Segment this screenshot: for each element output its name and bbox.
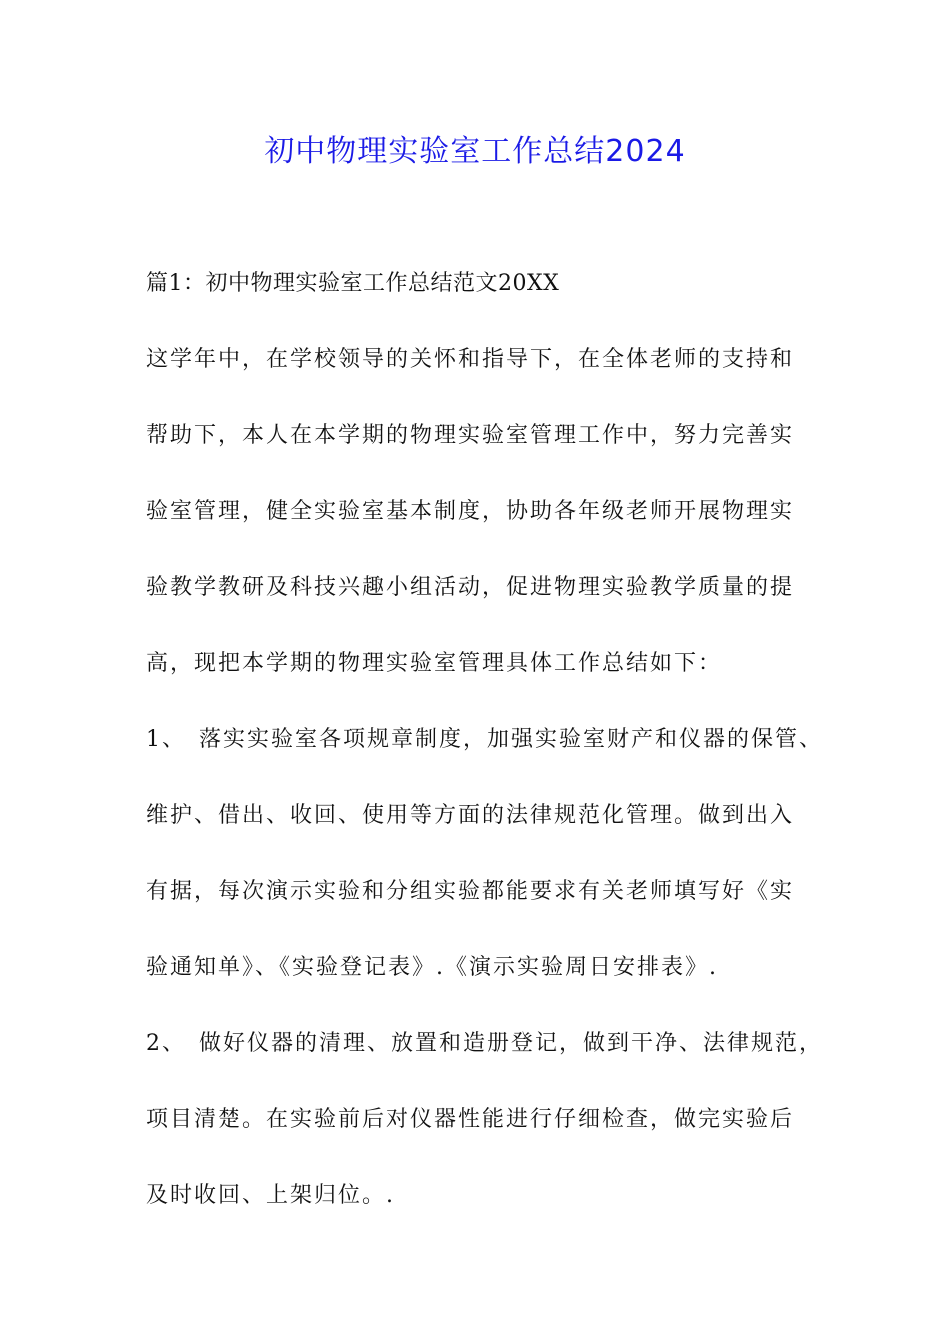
- paragraph-line: 验室管理，健全实验室基本制度，协助各年级老师开展物理实: [146, 499, 795, 524]
- list-item-line: 及时收回、上架归位。.: [146, 1183, 395, 1208]
- paragraph-line: 高，现把本学期的物理实验室管理具体工作总结如下：: [146, 651, 723, 676]
- list-item-line: 项目清楚。在实验前后对仪器性能进行仔细检查，做完实验后: [146, 1107, 795, 1132]
- paragraph-line: 验教学教研及科技兴趣小组活动，促进物理实验教学质量的提: [146, 575, 795, 600]
- section-heading: 篇1：初中物理实验室工作总结范文20XX: [146, 271, 560, 296]
- list-item-line: 有据，每次演示实验和分组实验都能要求有关老师填写好《实: [146, 879, 795, 904]
- document-body: [146, 262, 826, 1250]
- list-item-line: 2、 做好仪器的清理、放置和造册登记，做到干净、法律规范，: [146, 1031, 823, 1056]
- list-item-line: 维护、借出、收回、使用等方面的法律规范化管理。做到出入: [146, 803, 795, 828]
- list-item-line: 1、 落实实验室各项规章制度，加强实验室财产和仪器的保管、: [146, 727, 823, 752]
- list-item-line: 验通知单》、《实验登记表》.《演示实验周日安排表》.: [146, 955, 718, 980]
- paragraph-line: 这学年中，在学校领导的关怀和指导下，在全体老师的支持和: [146, 347, 795, 372]
- document-title: 初中物理实验室工作总结2024: [264, 134, 686, 169]
- paragraph-line: 帮助下，本人在本学期的物理实验室管理工作中，努力完善实: [146, 423, 795, 448]
